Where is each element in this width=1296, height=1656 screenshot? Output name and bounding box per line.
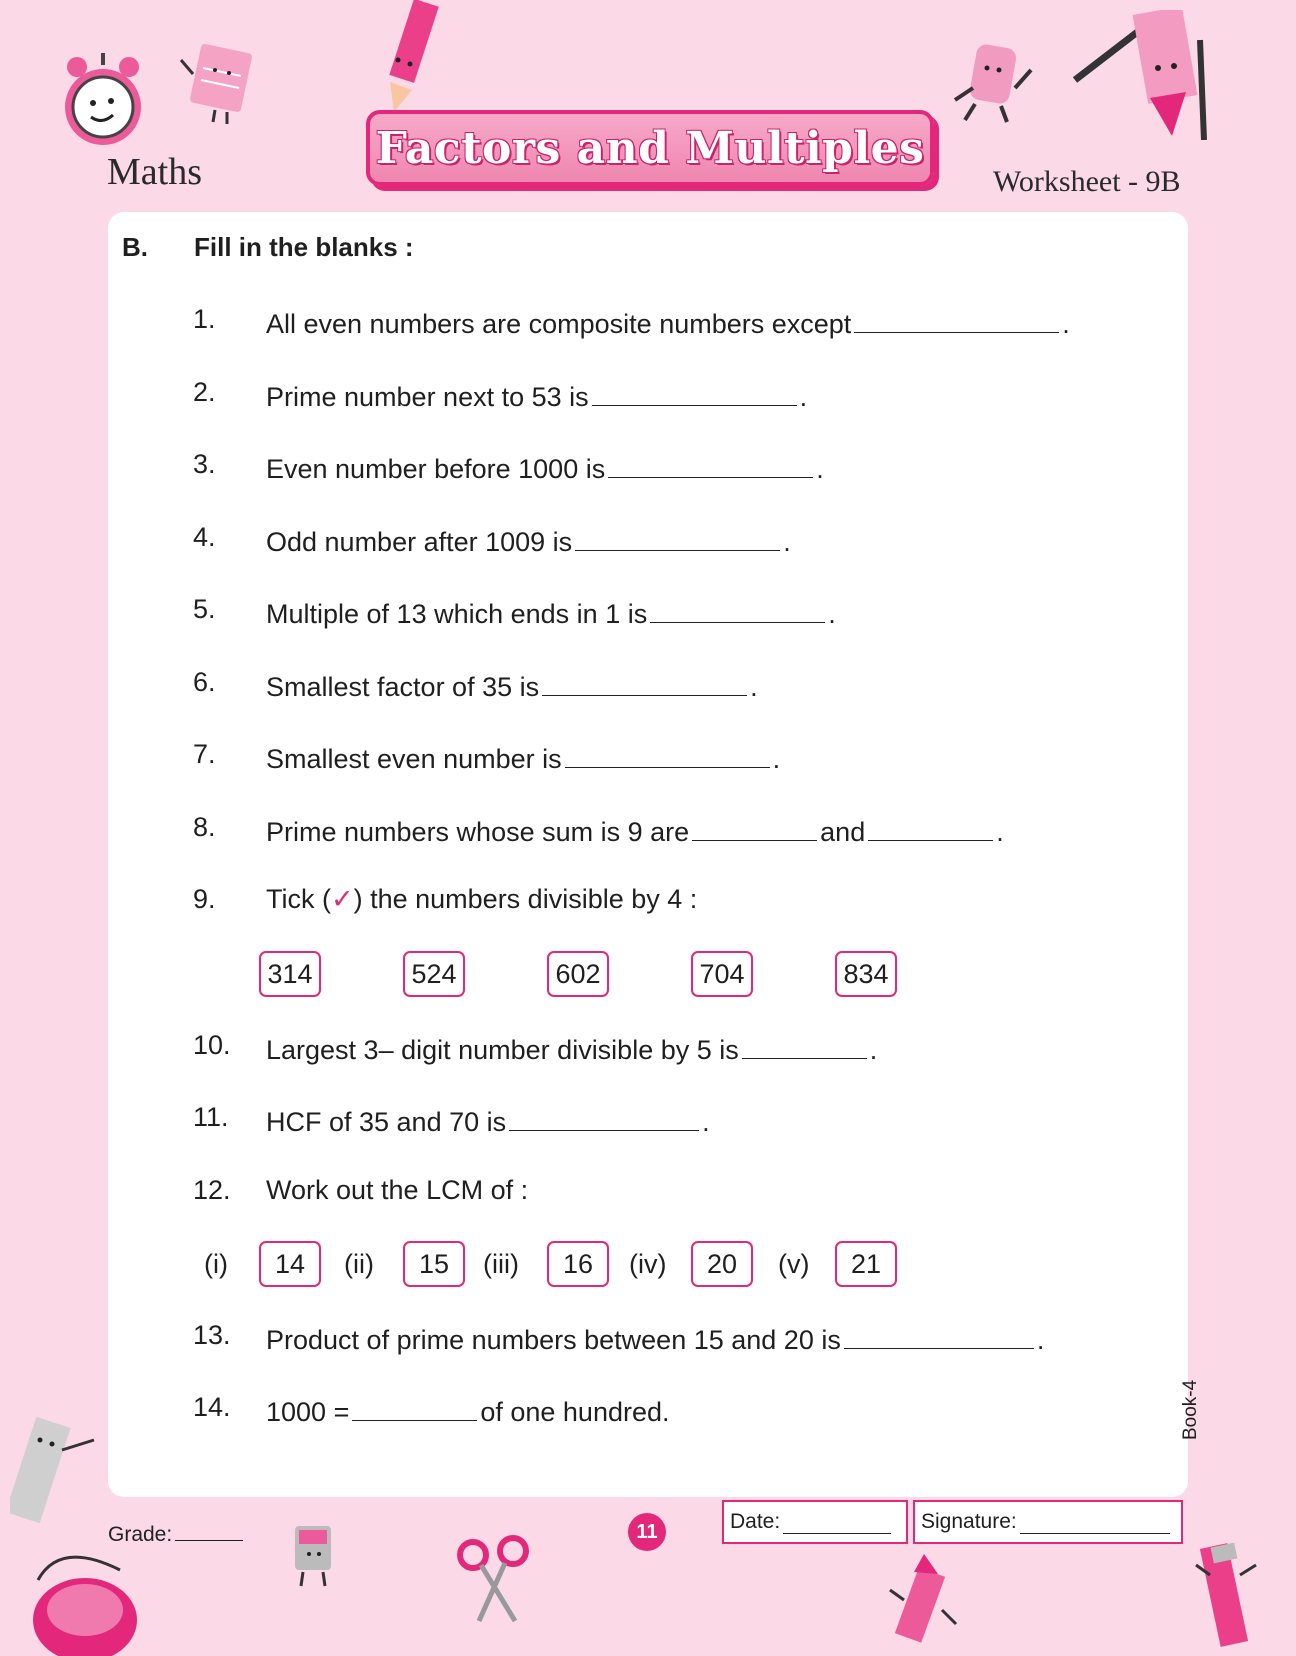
pencil-icon <box>380 0 450 115</box>
sharpener-icon <box>285 1520 345 1590</box>
question-12: Work out the LCM of : <box>266 1175 529 1205</box>
question-1: All even numbers are composite numbers except . <box>266 304 1070 340</box>
question-5: Multiple of 13 which ends in 1 is . <box>266 594 836 630</box>
tick-option[interactable]: 834 <box>835 951 897 997</box>
question-4: Odd number after 1009 is . <box>266 522 791 558</box>
question-number: 2. <box>193 377 216 407</box>
notepad-icon <box>175 40 265 125</box>
eraser-icon <box>945 40 1035 125</box>
subject-label: Maths <box>107 151 202 193</box>
lcm-number-box: 14 <box>259 1241 321 1287</box>
question-8: Prime numbers whose sum is 9 are and . <box>266 812 1004 848</box>
lcm-label: (iv) <box>629 1249 667 1279</box>
grade-blank[interactable] <box>175 1518 243 1541</box>
question-number: 7. <box>193 739 216 769</box>
signature-box: Signature: <box>913 1500 1183 1544</box>
question-number: 6. <box>193 667 216 697</box>
page-number-badge: 11 <box>628 1513 666 1551</box>
answer-blank[interactable] <box>742 1030 867 1059</box>
question-13: Product of prime numbers between 15 and 20 is . <box>266 1320 1044 1356</box>
answer-blank[interactable] <box>844 1320 1034 1349</box>
question-6: Smallest factor of 35 is . <box>266 667 758 703</box>
lcm-label: (ii) <box>344 1249 374 1279</box>
lcm-number-box: 20 <box>691 1241 753 1287</box>
book-label: Book-4 <box>1180 1379 1201 1440</box>
question-number: 4. <box>193 522 216 552</box>
pen-character-icon <box>1190 1535 1260 1656</box>
title-banner <box>366 110 934 186</box>
tick-option[interactable]: 524 <box>403 951 465 997</box>
question-number: 5. <box>193 594 216 624</box>
question-number: 10. <box>193 1030 231 1060</box>
answer-blank[interactable] <box>692 812 817 841</box>
question-number: 13. <box>193 1320 231 1350</box>
section-letter: B. <box>122 232 148 262</box>
question-number: 11. <box>193 1102 229 1132</box>
tick-option[interactable]: 704 <box>691 951 753 997</box>
ruler-pencil-icon <box>1070 10 1210 140</box>
answer-blank[interactable] <box>650 594 825 623</box>
answer-blank[interactable] <box>592 377 797 406</box>
tick-option[interactable]: 314 <box>259 951 321 997</box>
question-number: 12. <box>193 1175 231 1205</box>
question-7: Smallest even number is . <box>266 739 780 775</box>
question-3: Even number before 1000 is . <box>266 449 824 485</box>
question-2: Prime number next to 53 is . <box>266 377 807 413</box>
ruler-character-icon <box>10 1410 100 1530</box>
tick-option[interactable]: 602 <box>547 951 609 997</box>
alarm-clock-icon <box>55 45 155 155</box>
section-title: Fill in the blanks : <box>194 232 414 262</box>
answer-blank[interactable] <box>352 1392 477 1421</box>
lcm-label: (iii) <box>483 1249 519 1279</box>
page-title: Factors and Multiples <box>375 122 925 174</box>
bag-icon <box>20 1540 150 1656</box>
lcm-label: (i) <box>204 1249 228 1279</box>
lcm-label: (v) <box>778 1249 810 1279</box>
answer-blank[interactable] <box>575 522 780 551</box>
lcm-number-box: 21 <box>835 1241 897 1287</box>
question-number: 1. <box>193 304 216 334</box>
question-number: 9. <box>193 884 216 914</box>
date-blank[interactable] <box>783 1511 891 1534</box>
question-number: 8. <box>193 812 216 842</box>
answer-blank[interactable] <box>542 667 747 696</box>
question-10: Largest 3– digit number divisible by 5 is . <box>266 1030 877 1066</box>
signature-blank[interactable] <box>1020 1511 1170 1534</box>
grade-field: Grade: <box>108 1518 246 1547</box>
question-number: 3. <box>193 449 216 479</box>
lcm-number-box: 16 <box>547 1241 609 1287</box>
crayon-icon <box>880 1550 960 1650</box>
lcm-number-box: 15 <box>403 1241 465 1287</box>
date-box: Date: <box>722 1500 908 1544</box>
scissors-icon <box>455 1535 535 1625</box>
question-9: Tick (✓) the numbers divisible by 4 : <box>266 884 698 914</box>
question-14: 1000 = of one hundred. <box>266 1392 670 1428</box>
answer-blank[interactable] <box>509 1102 699 1131</box>
tick-icon: ✓ <box>330 884 354 914</box>
question-number: 14. <box>193 1392 231 1422</box>
answer-blank[interactable] <box>868 812 993 841</box>
answer-blank[interactable] <box>565 739 770 768</box>
question-11: HCF of 35 and 70 is . <box>266 1102 710 1138</box>
answer-blank[interactable] <box>608 449 813 478</box>
answer-blank[interactable] <box>854 304 1059 333</box>
worksheet-number: Worksheet - 9B <box>993 165 1181 198</box>
